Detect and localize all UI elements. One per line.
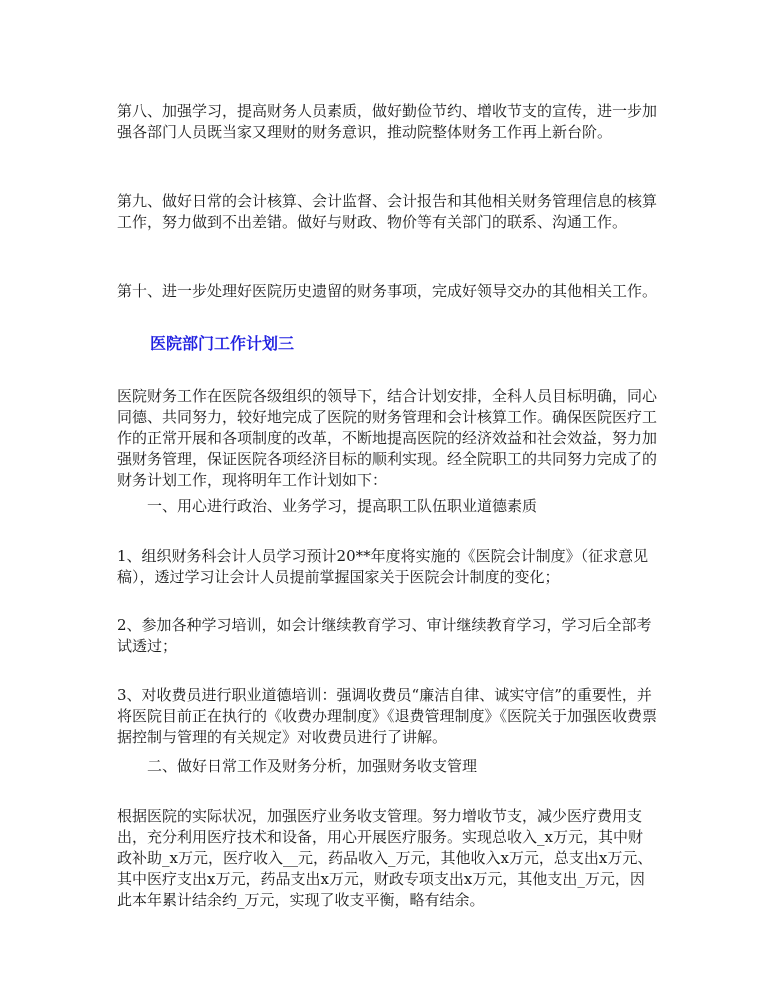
paragraph-item-10: 第十、进一步处理好医院历史遗留的财务事项，完成好领导交办的其他相关工作。 <box>117 282 658 300</box>
list-item-1: 1、组织财务科会计人员学习预计20**年度将实施的《医院会计制度》（征求意见稿），透过学习让会计人员提前掌握国家关于医院会计制度的变化； <box>117 547 649 586</box>
closing-paragraph: 根据医院的实际状况，加强医疗业务收支管理。努力增收节支，减少医疗费用支出，充分利用医疗技术和设备，用心开展医疗服务。实现总收入_x万元，其中财政补助_x万元，医疗收入__元，药品收入_万元，其他收入x万元，总支出x万元、其中医疗支出x万元，药品支出x万元，财政专项支出x万元，其他支出_万元，因此本年累计结余约_万元，实现了收支平衡，略有结余。 <box>117 807 653 909</box>
section-heading: 医院部门工作计划三 <box>150 334 295 353</box>
subheading-one: 一、用心进行政治、业务学习，提高职工队伍职业道德素质 <box>147 497 538 515</box>
paragraph-item-8: 第八、加强学习，提高财务人员素质，做好勤俭节约、增收节支的宣传，进一步加强各部门人员既当家又理财的财务意识，推动院整体财务工作再上新台阶。 <box>117 102 658 141</box>
paragraph-item-9: 第九、做好日常的会计核算、会计监督、会计报告和其他相关财务管理信息的核算工作，努力做到不出差错。做好与财政、物价等有关部门的联系、沟通工作。 <box>117 192 658 231</box>
intro-paragraph: 医院财务工作在医院各级组织的领导下，结合计划安排，全科人员目标明确，同心同德、共同努力，较好地完成了医院的财务管理和会计核算工作。确保医院医疗工作的正常开展和各项制度的改革，不断地提高医院的经济效益和社会效益，努力加强财务管理，保证医院各项经济目标的顺利实现。经全院职工的共同努力完成了的财务计划工作，现将明年工作计划如下： <box>117 387 658 489</box>
list-item-3: 3、对收费员进行职业道德培训：强调收费员“廉洁自律、诚实守信”的重要性，并将医院目前正在执行的《收费办理制度》《退费管理制度》《医院关于加强医收费票据控制与管理的有关规定》对收费员进行了讲解。 <box>117 686 658 746</box>
subheading-two: 二、做好日常工作及财务分析，加强财务收支管理 <box>147 757 478 775</box>
list-item-2: 2、参加各种学习培训，如会计继续教育学习、审计继续教育学习，学习后全部考试透过； <box>117 616 652 655</box>
